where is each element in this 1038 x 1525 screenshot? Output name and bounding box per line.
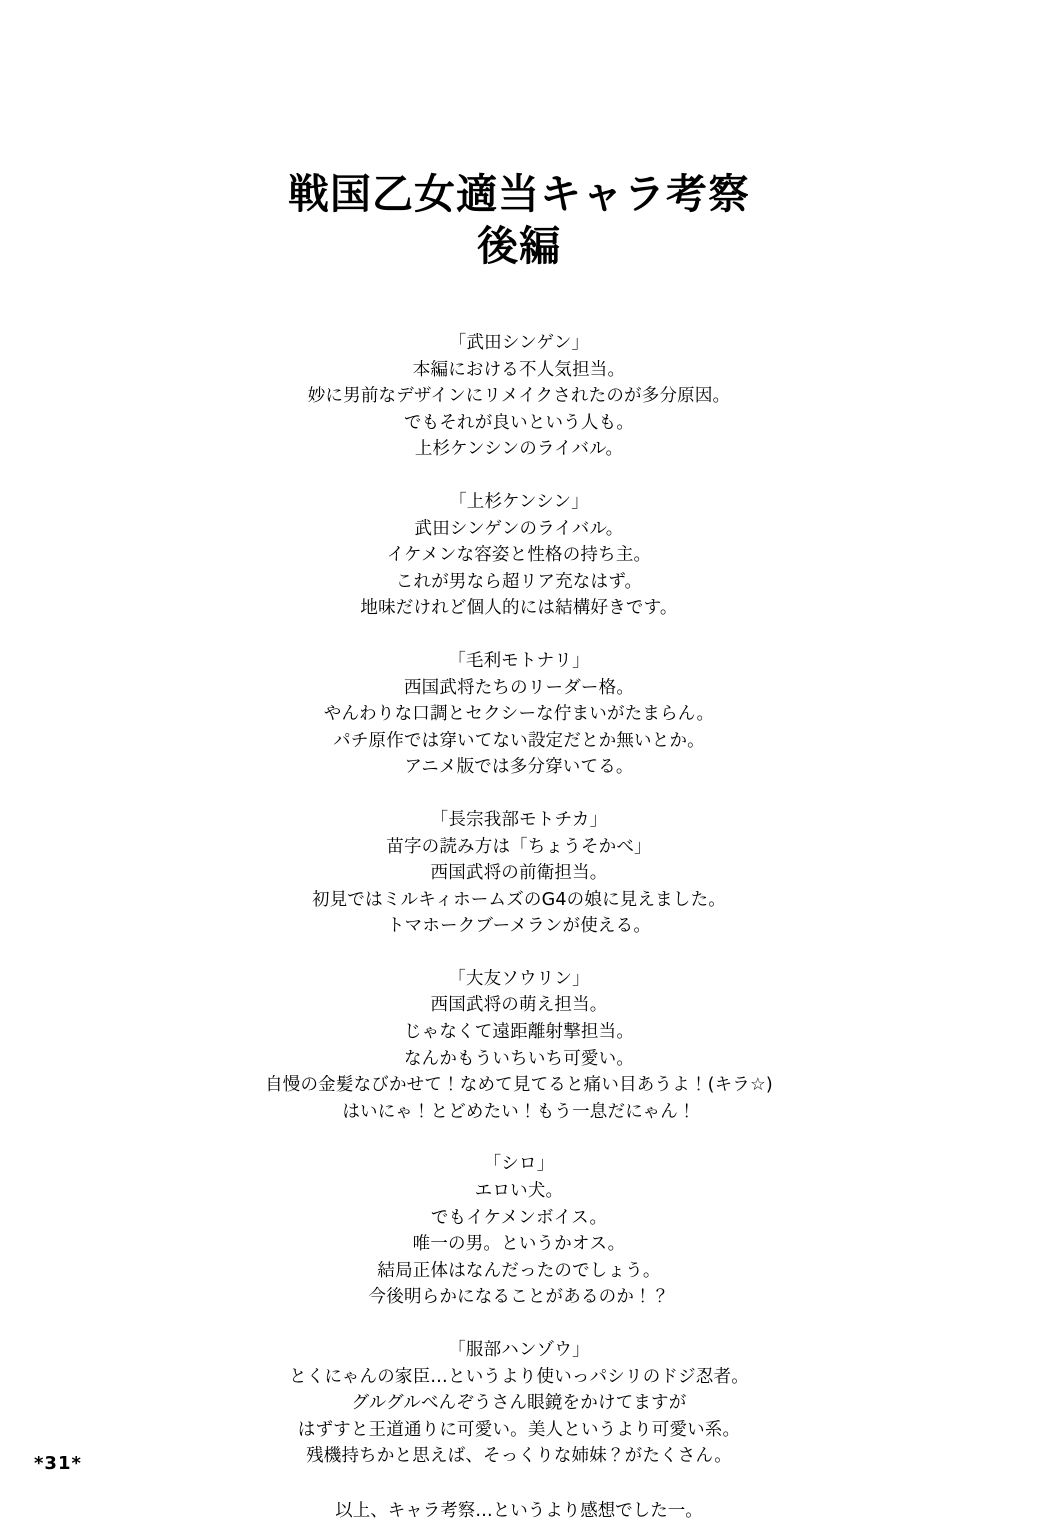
character-line: パチ原作では穿いてない設定だとか無いとか。: [333, 730, 705, 751]
character-line: 残機持ちかと思えば、そっくりな姉妹？がたくさん。: [306, 1446, 732, 1467]
character-line: なんかもういちいち可愛い。: [403, 1048, 635, 1069]
character-section: [0, 966, 1038, 1126]
character-line: エロい犬。: [474, 1181, 564, 1202]
character-line: 初見ではミルキィホームズのG4の娘に見えました。: [312, 889, 726, 910]
title-line-2: 後編: [477, 222, 561, 271]
character-section: [0, 807, 1038, 940]
character-line: 苗字の読み方は「ちょうそかべ」: [386, 836, 652, 857]
character-line: 地味だけれど個人的には結構好きです。: [360, 598, 678, 619]
character-line: でもそれが良いという人も。: [403, 412, 635, 433]
character-heading: 「服部ハンゾウ」: [448, 1340, 590, 1360]
character-section: [0, 489, 1038, 622]
character-section: [0, 330, 1038, 463]
character-line: でもイケメンボイス。: [430, 1207, 608, 1228]
character-line: 上杉ケンシンのライバル。: [414, 439, 624, 460]
character-line: 西国武将たちのリーダー格。: [403, 677, 635, 698]
character-line: やんわりな口調とセクシーな佇まいがたまらん。: [323, 704, 715, 725]
character-heading: 「上杉ケンシン」: [449, 491, 589, 512]
character-line: トマホークブーメランが使える。: [386, 916, 652, 937]
character-line: 結局正体はなんだったのでしょう。: [377, 1260, 661, 1281]
character-heading: 「長宗我部モトチカ」: [430, 809, 608, 830]
character-line: 西国武将の前衛担当。: [430, 863, 608, 884]
character-line: 自慢の金髪なびかせて！なめて見てると痛い目あうよ！(キラ☆): [265, 1075, 773, 1096]
closing-line: 以上、キャラ考察…というより感想でした一。: [335, 1500, 703, 1521]
closing-note: [0, 1498, 1038, 1525]
character-line: とくにゃんの家臣…というより使いっパシリのドジ忍者。: [289, 1366, 749, 1387]
character-line: 本編における不人気担当。: [412, 359, 626, 380]
character-heading: 「毛利モトナリ」: [448, 650, 590, 671]
character-line: これが男なら超リア充なはず。: [395, 571, 643, 592]
character-line: 今後明らかになることがあるのか！？: [368, 1287, 670, 1308]
character-heading: 「大友ソウリン」: [448, 968, 590, 989]
character-line: グルグルべんぞうさん眼鏡をかけてますが: [351, 1393, 687, 1414]
character-line: 武田シンゲンのライバル。: [414, 518, 624, 539]
character-section: [0, 1151, 1038, 1311]
title-line-1: 戦国乙女適当キャラ考察: [288, 170, 750, 218]
character-line: イケメンな容姿と性格の持ち主。: [386, 545, 652, 566]
character-line: 唯一の男。というかオス。: [412, 1234, 626, 1255]
character-section: [0, 648, 1038, 781]
character-line: はいにゃ！とどめたい！もう一息だにゃん！: [342, 1101, 696, 1122]
page-number: *31*: [34, 1453, 82, 1474]
character-line: 妙に男前なデザインにリメイクされたのが多分原因。: [307, 386, 731, 407]
character-line: アニメ版では多分穿いてる。: [404, 757, 634, 778]
page-title: [0, 168, 1038, 273]
character-heading: 「シロ」: [483, 1154, 555, 1175]
character-heading: 「武田シンゲン」: [448, 333, 590, 353]
character-line: じゃなくて遠距離射撃担当。: [403, 1022, 635, 1043]
body-content: [0, 330, 1038, 1525]
character-section: [0, 1337, 1038, 1470]
character-line: はずすと王道通りに可愛い。美人というより可愛い系。: [297, 1419, 741, 1440]
character-line: 西国武将の萌え担当。: [430, 995, 608, 1016]
